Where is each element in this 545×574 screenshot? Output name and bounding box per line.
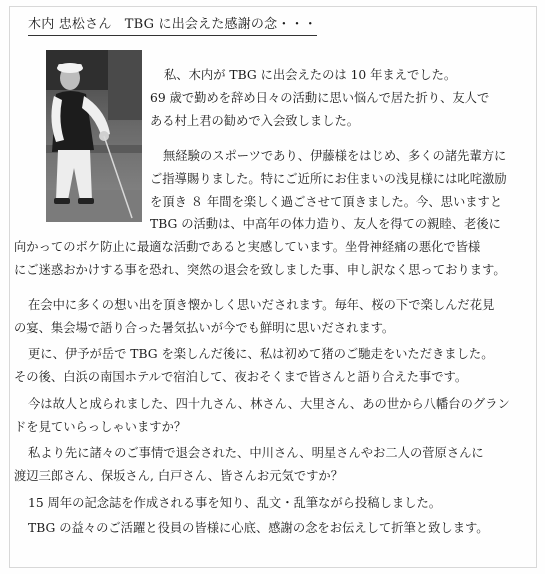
- paragraph-1-cont: [150, 87, 489, 132]
- text-line: を頂き ８ 年間を楽しく過ごさせて頂きました。今、思いますと: [150, 194, 503, 209]
- paragraph-5: [14, 393, 510, 438]
- text-line: の宴、集会場で語り合った暑気払いが今でも鮮明に思いだされます。: [14, 320, 395, 335]
- golfer-photo-illustration: [46, 50, 142, 222]
- paragraph-6: [14, 442, 484, 487]
- text-line: 15 周年の記念誌を作成される事を知り、乱文・乱筆ながら投稿しました。: [28, 496, 442, 510]
- paragraph-2-full: [14, 236, 506, 281]
- paragraph-2-cont: [150, 168, 507, 236]
- text-line: ご指導賜りました。特にご近所にお住まいの浅見様には叱咤激励: [150, 172, 507, 186]
- text-line: TBG の益々のご活躍と役員の皆様に心底、感謝の念をお伝えして折筆と致します。: [28, 521, 489, 535]
- article-title: 木内 忠松さん TBG に出会えた感謝の念・・・: [28, 16, 317, 36]
- text-line: 69 歳で勤めを辞め日々の活動に思い悩んで居た折り、友人で: [150, 91, 490, 105]
- text-line: 私、木内が TBG に出会えたのは 10 年まえでした。: [164, 68, 457, 82]
- text-line: TBG の活動は、中高年の体力造り、友人を得ての親睦、老後に: [150, 217, 501, 231]
- text-line: 更に、伊予が岳で TBG を楽しんだ後に、私は初めて猪のご馳走をいただきました。: [28, 347, 494, 361]
- paragraph-3: [14, 294, 494, 339]
- text-line: 今は故人と成られました、四十九さん、林さん、大里さん、あの世から八幡台のグラン: [28, 397, 510, 411]
- paragraph-2: [163, 145, 506, 168]
- text-line: 在会中に多くの想い出を頂き懐かしく思いだされます。毎年、桜の下で楽しんだ花見: [28, 298, 495, 312]
- text-line: 私より先に諸々のご事情で退会された、中川さん、明星さんやお二人の菅原さんに: [28, 446, 484, 460]
- text-line: その後、白浜の南国ホテルで宿泊して、夜おそくまで皆さんと語り合えた事です。: [14, 369, 468, 384]
- paragraph-8: [28, 517, 489, 540]
- text-line: 渡辺三郎さん、保坂さん, 白戸さん、皆さんお元気ですか？: [14, 468, 344, 483]
- text-line: にご迷惑おかけする事を恐れ、突然の退会を致しました事、申し訳なく思っております。: [14, 262, 506, 277]
- paragraph-7: [28, 492, 441, 515]
- text-line: 無経験のスポーツであり、伊藤様をはじめ、多くの諸先輩方に: [163, 149, 507, 163]
- author-photo: [46, 50, 142, 222]
- text-line: 向かってのボケ防止に最適な活動であると実感しています。坐骨神経痛の悪化で皆様: [14, 240, 481, 254]
- text-line: ドを見ていらっしゃいますか？: [14, 419, 187, 434]
- paragraph-1: [164, 64, 456, 87]
- text-line: ある村上君の勧めで入会致しました。: [150, 113, 360, 128]
- paragraph-4: [14, 343, 494, 388]
